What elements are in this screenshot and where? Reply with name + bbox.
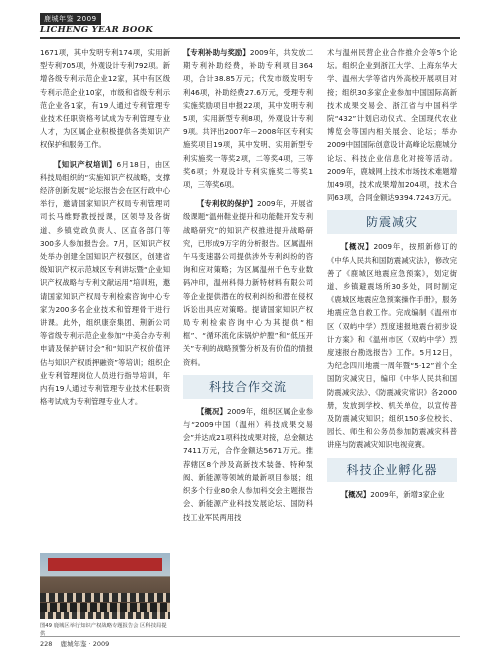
column-2 bbox=[183, 46, 313, 591]
page-header bbox=[40, 10, 460, 44]
entry-text: 6月18日，由区科技局组织的“实施知识产权战略，支撑经济创新发展”论坛报告会在区行政中心举行，邀请国家知识产权局专利管理司司长马维野教授授课，区领导及各街道、乡镇党政负责人、区直各部门等300多人参加报告会。7月，区知识产权处举办创建全国知识产权强区，创建省级知识产权示范城区专利讲坛暨“企业知识产权战略与专利文献运用”培训班，邀请国家知识产权局专利检索咨询中心专家为200多名企业技术和管理骨干进行讲课。此外，组织康奈集团、荆新公司等省级专利示范企业参加“中美合办专利申请及保护研讨会”和“知识产权价值评估与知识产权质押融资”等培训；组织企业专利管理岗位人员进行指导培训，年内有19人通过专利管理专业技术任职资格考试成为专利管理专业人才。 bbox=[40, 159, 170, 407]
paragraph-earthquake bbox=[327, 240, 457, 451]
entry-tag: 【概况】 bbox=[341, 489, 371, 499]
paragraph-patent-subsidy bbox=[183, 46, 313, 191]
paragraph-cooperation-continued: 术与温州民营企业合作推介会等5个论坛。组织企业到浙江大学、上海东华大学、温州大学等省内外高校开展项目对接；组织30多家企业参加中国国际高新技术成果交易会、浙江省与中国科学院“432”计划启动仪式、全国现代农业博览会等国内相关展会、论坛；举办2009中国国际创意设计高峰论坛鹿城分论坛、科技企业信息化对接等活动。2009年，鹿城网上技术市场技术难题增加49项，技术成果增加204项，技术合同63项，合同金额达9394.7243万元。 bbox=[327, 48, 457, 203]
running-title: 鹿城年鉴 2009 bbox=[40, 13, 101, 25]
section-heading: 防震减灾 bbox=[327, 210, 457, 234]
paragraph-patent-stats: 1671项，其中发明专利174项，实用新型专利705项，外观设计专利792项。新增各级专利示范企业12家，其中有区级专利示范企业10家，市级和省级专利示范企业各1家，有19人通过专利管理专业技术任职资格考试成为专利管理专业人才，为区属企业积极提供各类知识产权保护和服务工作。 bbox=[40, 48, 170, 150]
entry-tag: 【概况】 bbox=[197, 406, 227, 416]
page-number: 228 bbox=[40, 640, 53, 648]
header-rule bbox=[40, 37, 460, 39]
entry-tag: 【概况】 bbox=[341, 242, 374, 252]
entry-tag: 【专利补助与奖励】 bbox=[183, 48, 250, 57]
entry-tag: 【知识产权培训】 bbox=[54, 159, 117, 169]
column-3 bbox=[327, 46, 457, 591]
paragraph-patent-protection bbox=[183, 197, 313, 369]
paragraph-ip-training bbox=[40, 158, 170, 409]
footer-title: 鹿城年鉴 · 2009 bbox=[60, 640, 110, 648]
entry-text: 2009年，新增3家企业 bbox=[370, 489, 445, 499]
section-heading: 科技合作交流 bbox=[183, 375, 313, 399]
paragraph-incubator bbox=[327, 488, 457, 501]
entry-text: 2009年，按照新修订的《中华人民共和国防震减灾法》，修改完善了《鹿城区地震应急预案》，划定街道、乡镇避震场所30多处，同时制定《鹿城区地震应急预案操作手册》，服务地震应急自救工作。完成编制《温州市区（双屿中学）烈度速报地震台初步设计方案》和《温州市区（双屿中学）烈度速报台勘选报告》工作。5月12日，为纪念四川地震一周年暨“5·12”首个全国防灾减灾日，编印《中华人民共和国防震减灾法》、《防震减灾常识》各2000册，发放到学校、机关单位，以宣传普及防震减灾知识；组织150多位校长、园长、师生和公务员参加防震减灾科普讲座与防震减灾知识电视竞赛。 bbox=[327, 242, 457, 450]
entry-text: 2009年，开展省级课题“温州鞋业提升和功能鞋开发专利战略研究”的知识产权推进提升战略研究，已形成9万字的分析报告。区属温州午马变速器公司提供涉外专利纠纷的咨询和应对策略；为区属温州千色专业数码冲印，温州科得力新特材料有限公司等企业提供潜在的权利纠纷和潜在侵权诉讼出具应对策略。提请国家知识产权局专利检索咨询中心为其提供“相框”、“循环流化床锅炉炉膛”和“低压开关”专利的战略预警分析及有价值的情报资料。 bbox=[183, 199, 313, 367]
entry-tag: 【专利权的保护】 bbox=[197, 199, 257, 209]
entry-text: 2009年，组织区属企业参与“2009中国（温州）科技成果交易会”并达成21项科技成果对接，总金额达7411万元，合作金额达5671万元。推荐辖区8个涉及高新技术装备、特种泵阀、新能源等领域的最新项目参展；组织多个行业80余人参加科交会主题报告会、新能源产业科技发展论坛、国防科技工业军民两用技 bbox=[183, 406, 313, 522]
section-heading: 科技企业孵化器 bbox=[327, 458, 457, 482]
entry-text: 2009年，共发放二期专利补助经费，补助专利项目364项，合计38.85万元；代发市级发明专利46项，补助经费27.6万元，受理专利实施奖励项目申报22项，其中发明专利5项，实用新型专利8项，外观设计专利9项。共评出2007年－2008年区专利实施奖项目19项，其中发明、实用新型专利实施奖一等奖2项，二等奖4项，三等奖6项；外观设计专利实施奖二等奖1项，三等奖6项。 bbox=[183, 48, 313, 190]
photo-banner bbox=[48, 558, 162, 571]
running-title-english: LICHENG YEAR BOOK bbox=[40, 25, 154, 35]
column-1 bbox=[40, 46, 170, 551]
photo-caption: 图49 鹿城区举行知识产权战略专题报告会 区科技局提供 bbox=[40, 623, 167, 637]
page-footer bbox=[40, 636, 460, 652]
paragraph-cooperation bbox=[183, 405, 313, 524]
event-photo bbox=[40, 553, 170, 619]
